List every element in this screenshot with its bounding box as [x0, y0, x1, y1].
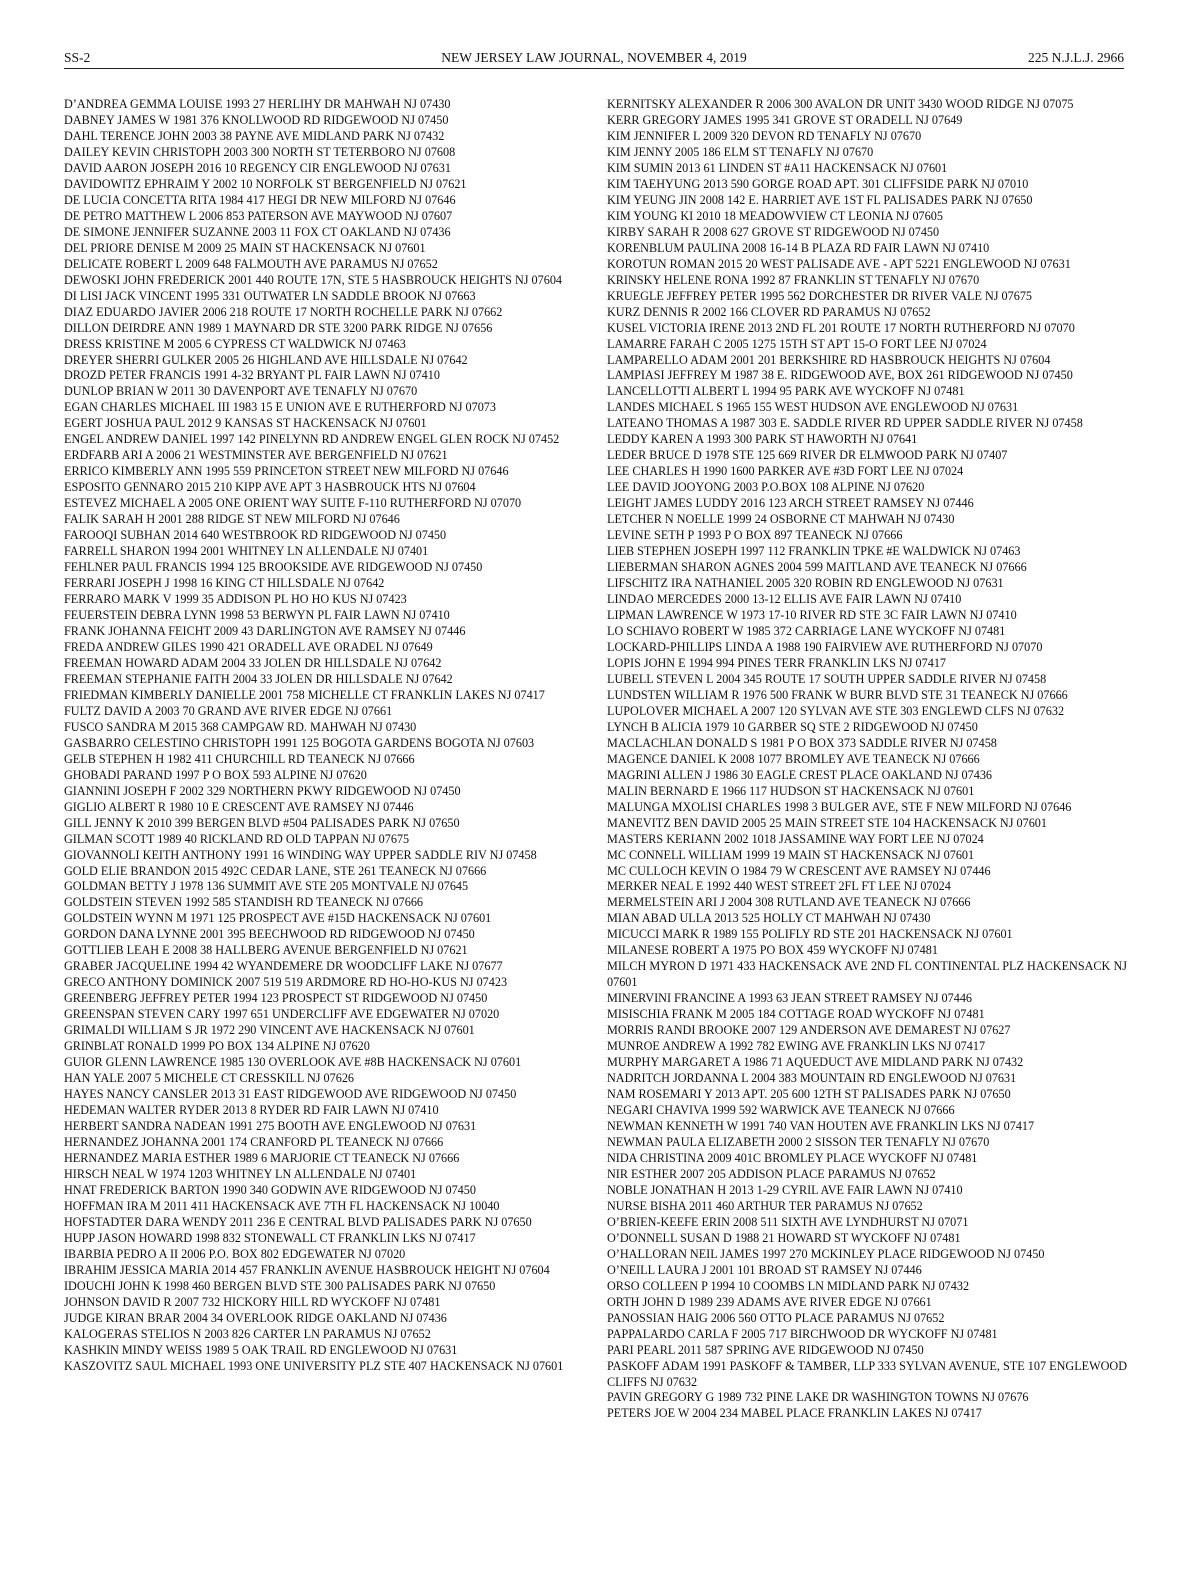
attorney-listing: GELB STEPHEN H 1982 411 CHURCHILL RD TEANECK NJ 07666 — [64, 751, 415, 766]
attorney-listing: KIM JENNY 2005 186 ELM ST TENAFLY NJ 07670 — [607, 144, 874, 159]
attorney-listing: HIRSCH NEAL W 1974 1203 WHITNEY LN ALLENDALE NJ 07401 — [64, 1166, 417, 1181]
attorney-listing: MANEVITZ BEN DAVID 2005 25 MAIN STREET STE 104 HACKENSACK NJ 07601 — [607, 815, 1047, 830]
attorney-listing: LATEANO THOMAS A 1987 303 E. SADDLE RIVER RD UPPER SADDLE RIVER NJ 07458 — [607, 416, 1083, 431]
attorney-listing: NOBLE JONATHAN H 2013 1-29 CYRIL AVE FAIR LAWN NJ 07410 — [607, 1182, 963, 1197]
attorney-listing: D’ANDREA GEMMA LOUISE 1993 27 HERLIHY DR MAHWAH NJ 07430 — [64, 97, 451, 111]
attorney-listing: FALIK SARAH H 2001 288 RIDGE ST NEW MILFORD NJ 07646 — [64, 512, 400, 527]
attorney-listing: GRINBLAT RONALD 1999 PO BOX 134 ALPINE NJ 07620 — [64, 1039, 370, 1054]
attorney-listing: MISISCHIA FRANK M 2005 184 COTTAGE ROAD WYCKOFF NJ 07481 — [607, 1007, 985, 1022]
attorney-listing: KASHKIN MINDY WEISS 1989 5 OAK TRAIL RD ENGLEWOOD NJ 07631 — [64, 1342, 458, 1357]
attorney-listing: DUNLOP BRIAN W 2011 30 DAVENPORT AVE TENAFLY NJ 07670 — [64, 384, 418, 399]
attorney-listing: GILL JENNY K 2010 399 BERGEN BLVD #504 PALISADES PARK NJ 07650 — [64, 815, 460, 830]
attorney-listing: LYNCH B ALICIA 1979 10 GARBER SQ STE 2 RIDGEWOOD NJ 07450 — [607, 719, 978, 734]
attorney-listing: MINERVINI FRANCINE A 1993 63 JEAN STREET RAMSEY NJ 07446 — [607, 991, 973, 1006]
attorney-listing: DE SIMONE JENNIFER SUZANNE 2003 11 FOX CT OAKLAND NJ 07436 — [64, 224, 451, 239]
attorney-listing: IDOUCHI JOHN K 1998 460 BERGEN BLVD STE 300 PALISADES PARK NJ 07650 — [64, 1278, 496, 1293]
attorney-listing: GRECO ANTHONY DOMINICK 2007 519 519 ARDMORE RD HO-HO-KUS NJ 07423 — [64, 975, 508, 990]
attorney-listing: LEE CHARLES H 1990 1600 PARKER AVE #3D FORT LEE NJ 07024 — [607, 464, 964, 479]
attorney-listing: GREENSPAN STEVEN CARY 1997 651 UNDERCLIFF AVE EDGEWATER NJ 07020 — [64, 1007, 500, 1022]
attorney-listing: DREYER SHERRI GULKER 2005 26 HIGHLAND AVE HILLSDALE NJ 07642 — [64, 352, 468, 367]
attorney-listing: MALUNGA MXOLISI CHARLES 1998 3 BULGER AVE, STE F NEW MILFORD NJ 07646 — [607, 799, 1072, 814]
attorney-listing: KRINSKY HELENE RONA 1992 87 FRANKLIN ST TENAFLY NJ 07670 — [607, 272, 980, 287]
attorney-listing: GUIOR GLENN LAWRENCE 1985 130 OVERLOOK AVE #8B HACKENSACK NJ 07601 — [64, 1055, 522, 1070]
attorney-listing: DE LUCIA CONCETTA RITA 1984 417 HEGI DR NEW MILFORD NJ 07646 — [64, 192, 456, 207]
attorney-listing: FARRELL SHARON 1994 2001 WHITNEY LN ALLENDALE NJ 07401 — [64, 544, 429, 559]
citation: 225 N.J.L.J. 2966 — [1027, 50, 1124, 65]
attorney-listing: LIEBERMAN SHARON AGNES 2004 599 MAITLAND AVE TEANECK NJ 07666 — [607, 560, 1027, 575]
attorney-listing: GRIMALDI WILLIAM S JR 1972 290 VINCENT AVE HACKENSACK NJ 07601 — [64, 1023, 475, 1038]
attorney-listing: LETCHER N NOELLE 1999 24 OSBORNE CT MAHWAH NJ 07430 — [607, 512, 955, 527]
attorney-listing: LOPIS JOHN E 1994 994 PINES TERR FRANKLIN LKS NJ 07417 — [607, 655, 947, 670]
attorney-listing: HEDEMAN WALTER RYDER 2013 8 RYDER RD FAIR LAWN NJ 07410 — [64, 1103, 439, 1118]
attorney-listing: DELICATE ROBERT L 2009 648 FALMOUTH AVE PARAMUS NJ 07652 — [64, 256, 438, 271]
attorney-listing: ORSO COLLEEN P 1994 10 COOMBS LN MIDLAND PARK NJ 07432 — [607, 1278, 970, 1293]
attorney-listing: ESPOSITO GENNARO 2015 210 KIPP AVE APT 3 HASBROUCK HTS NJ 07604 — [64, 480, 476, 495]
attorney-listing: PAPPALARDO CARLA F 2005 717 BIRCHWOOD DR WYCKOFF NJ 07481 — [607, 1326, 998, 1341]
attorney-listing: HERBERT SANDRA NADEAN 1991 275 BOOTH AVE ENGLEWOOD NJ 07631 — [64, 1119, 477, 1133]
attorney-listing: GOTTLIEB LEAH E 2008 38 HALLBERG AVENUE BERGENFIELD NJ 07621 — [64, 943, 468, 958]
attorney-listing: KRUEGLE JEFFREY PETER 1995 562 DORCHESTER DR RIVER VALE NJ 07675 — [607, 288, 1033, 303]
attorney-listing: JOHNSON DAVID R 2007 732 HICKORY HILL RD WYCKOFF NJ 07481 — [64, 1294, 441, 1309]
attorney-listing: FULTZ DAVID A 2003 70 GRAND AVE RIVER EDGE NJ 07661 — [64, 703, 393, 718]
attorney-listing: MALIN BERNARD E 1966 117 HUDSON ST HACKENSACK NJ 07601 — [607, 783, 975, 798]
attorney-listing: ENGEL ANDREW DANIEL 1997 142 PINELYNN RD ANDREW ENGEL GLEN ROCK NJ 07452 — [64, 432, 560, 447]
attorney-listing: PANOSSIAN HAIG 2006 560 OTTO PLACE PARAMUS NJ 07652 — [607, 1310, 945, 1325]
attorney-listing: LEDER BRUCE D 1978 STE 125 669 RIVER DR ELMWOOD PARK NJ 07407 — [607, 448, 1008, 463]
attorney-listing: FREEMAN STEPHANIE FAITH 2004 33 JOLEN DR HILLSDALE NJ 07642 — [64, 671, 453, 686]
attorney-listing: GOLDMAN BETTY J 1978 136 SUMMIT AVE STE 205 MONTVALE NJ 07645 — [64, 879, 469, 894]
attorney-listing: DROZD PETER FRANCIS 1991 4-32 BRYANT PL FAIR LAWN NJ 07410 — [64, 368, 440, 383]
attorney-listing: MAGRINI ALLEN J 1986 30 EAGLE CREST PLACE OAKLAND NJ 07436 — [607, 767, 993, 782]
attorney-listing: FERRARI JOSEPH J 1998 16 KING CT HILLSDALE NJ 07642 — [64, 576, 385, 591]
attorney-listing: KERNITSKY ALEXANDER R 2006 300 AVALON DR UNIT 3430 WOOD RIDGE NJ 07075 — [607, 97, 1074, 111]
attorney-listing: KIRBY SARAH R 2008 627 GROVE ST RIDGEWOOD NJ 07450 — [607, 224, 940, 239]
attorney-listing: O’BRIEN-KEEFE ERIN 2008 511 SIXTH AVE LYNDHURST NJ 07071 — [607, 1214, 969, 1229]
attorney-listing: MC CONNELL WILLIAM 1999 19 MAIN ST HACKENSACK NJ 07601 — [607, 847, 975, 862]
attorney-listing: IBRAHIM JESSICA MARIA 2014 457 FRANKLIN AVENUE HASBROUCK HEIGHT NJ 07604 — [64, 1262, 550, 1277]
attorney-listing: KERR GREGORY JAMES 1995 341 GROVE ST ORADELL NJ 07649 — [607, 112, 963, 127]
attorney-listing: EGAN CHARLES MICHAEL III 1983 15 E UNION AVE E RUTHERFORD NJ 07073 — [64, 400, 496, 415]
right-column — [607, 97, 1127, 1422]
attorney-listing: GHOBADI PARAND 1997 P O BOX 593 ALPINE NJ 07620 — [64, 767, 367, 782]
attorney-listing: KASZOVITZ SAUL MICHAEL 1993 ONE UNIVERSITY PLZ STE 407 HACKENSACK NJ 07601 — [64, 1358, 564, 1373]
attorney-listing: IBARBIA PEDRO A II 2006 P.O. BOX 802 EDGEWATER NJ 07020 — [64, 1246, 406, 1261]
attorney-listing: PARI PEARL 2011 587 SPRING AVE RIDGEWOOD NJ 07450 — [607, 1342, 924, 1357]
publication-title: NEW JERSEY LAW JOURNAL, NOVEMBER 4, 2019 — [441, 50, 747, 65]
attorney-listing: MC CULLOCH KEVIN O 1984 79 W CRESCENT AVE RAMSEY NJ 07446 — [607, 863, 991, 878]
attorney-listing: PASKOFF ADAM 1991 PASKOFF & TAMBER, LLP 333 SYLVAN AVENUE, STE 107 ENGLEWOOD CLIFFS NJ 07632 — [607, 1358, 1127, 1389]
attorney-listing: MURPHY MARGARET A 1986 71 AQUEDUCT AVE MIDLAND PARK NJ 07432 — [607, 1055, 1024, 1070]
attorney-listing: KIM JENNIFER L 2009 320 DEVON RD TENAFLY NJ 07670 — [607, 128, 922, 143]
attorney-listing: LAMPIASI JEFFREY M 1987 38 E. RIDGEWOOD AVE, BOX 261 RIDGEWOOD NJ 07450 — [607, 368, 1073, 383]
attorney-listing: ESTEVEZ MICHAEL A 2005 ONE ORIENT WAY SUITE F-110 RUTHERFORD NJ 07070 — [64, 496, 522, 511]
attorney-listing: NIDA CHRISTINA 2009 401C BROMLEY PLACE WYCKOFF NJ 07481 — [607, 1150, 978, 1165]
attorney-listing: KIM YEUNG JIN 2008 142 E. HARRIET AVE 1ST FL PALISADES PARK NJ 07650 — [607, 192, 1033, 207]
attorney-listing: ERDFARB ARI A 2006 21 WESTMINSTER AVE BERGENFIELD NJ 07621 — [64, 448, 448, 463]
attorney-listing: MORRIS RANDI BROOKE 2007 129 ANDERSON AVE DEMAREST NJ 07627 — [607, 1023, 1011, 1038]
attorney-listing: FREEMAN HOWARD ADAM 2004 33 JOLEN DR HILLSDALE NJ 07642 — [64, 655, 442, 670]
attorney-listing: LUPOLOVER MICHAEL A 2007 120 SYLVAN AVE STE 303 ENGLEWD CLFS NJ 07632 — [607, 703, 1065, 718]
attorney-listing: FEUERSTEIN DEBRA LYNN 1998 53 BERWYN PL FAIR LAWN NJ 07410 — [64, 608, 450, 622]
attorney-listing: NAM ROSEMARI Y 2013 APT. 205 600 12TH ST PALISADES PARK NJ 07650 — [607, 1087, 1011, 1102]
attorney-listing: DRESS KRISTINE M 2005 6 CYPRESS CT WALDWICK NJ 07463 — [64, 336, 406, 351]
attorney-listing: LINDAO MERCEDES 2000 13-12 ELLIS AVE FAIR LAWN NJ 07410 — [607, 592, 962, 607]
attorney-listing: ORTH JOHN D 1989 239 ADAMS AVE RIVER EDGE NJ 07661 — [607, 1294, 932, 1309]
attorney-listing: GOLDSTEIN WYNN M 1971 125 PROSPECT AVE #15D HACKENSACK NJ 07601 — [64, 911, 492, 926]
attorney-listing: LEVINE SETH P 1993 P O BOX 897 TEANECK NJ 07666 — [607, 528, 903, 543]
attorney-listing: GIANNINI JOSEPH F 2002 329 NORTHERN PKWY RIDGEWOOD NJ 07450 — [64, 783, 461, 798]
attorney-listing: GASBARRO CELESTINO CHRISTOPH 1991 125 BOGOTA GARDENS BOGOTA NJ 07603 — [64, 735, 535, 750]
attorney-listing: GIGLIO ALBERT R 1980 10 E CRESCENT AVE RAMSEY NJ 07446 — [64, 799, 414, 814]
attorney-listing: KIM YOUNG KI 2010 18 MEADOWVIEW CT LEONIA NJ 07605 — [607, 208, 943, 223]
attorney-listing: MILCH MYRON D 1971 433 HACKENSACK AVE 2ND FL CONTINENTAL PLZ HACKENSACK NJ 07601 — [607, 959, 1127, 990]
attorney-listing: EGERT JOSHUA PAUL 2012 9 KANSAS ST HACKENSACK NJ 07601 — [64, 416, 427, 431]
attorney-listing: LUNDSTEN WILLIAM R 1976 500 FRANK W BURR BLVD STE 31 TEANECK NJ 07666 — [607, 687, 1068, 702]
attorney-listing: LEE DAVID JOOYONG 2003 P.O.BOX 108 ALPINE NJ 07620 — [607, 480, 925, 495]
attorney-listing: KOROTUN ROMAN 2015 20 WEST PALISADE AVE - APT 5221 ENGLEWOOD NJ 07631 — [607, 256, 1071, 271]
left-column — [64, 97, 584, 1375]
attorney-listing: NEGARI CHAVIVA 1999 592 WARWICK AVE TEANECK NJ 07666 — [607, 1103, 955, 1118]
attorney-listing: LANCELLOTTI ALBERT L 1994 95 PARK AVE WYCKOFF NJ 07481 — [607, 384, 965, 399]
attorney-listing: LUBELL STEVEN L 2004 345 ROUTE 17 SOUTH UPPER SADDLE RIVER NJ 07458 — [607, 671, 1047, 686]
attorney-listing: FEHLNER PAUL FRANCIS 1994 125 BROOKSIDE AVE RIDGEWOOD NJ 07450 — [64, 560, 483, 575]
attorney-listing: FUSCO SANDRA M 2015 368 CAMPGAW RD. MAHWAH NJ 07430 — [64, 719, 417, 734]
attorney-listing: NEWMAN KENNETH W 1991 740 VAN HOUTEN AVE FRANKLIN LKS NJ 07417 — [607, 1119, 1035, 1133]
attorney-listing: ERRICO KIMBERLY ANN 1995 559 PRINCETON STREET NEW MILFORD NJ 07646 — [64, 464, 509, 479]
attorney-listing: KUSEL VICTORIA IRENE 2013 2ND FL 201 ROUTE 17 NORTH RUTHERFORD NJ 07070 — [607, 320, 1075, 335]
attorney-listing: DILLON DEIRDRE ANN 1989 1 MAYNARD DR STE 3200 PARK RIDGE NJ 07656 — [64, 320, 493, 335]
attorney-listing: NIR ESTHER 2007 205 ADDISON PLACE PARAMUS NJ 07652 — [607, 1166, 936, 1181]
attorney-listing: DI LISI JACK VINCENT 1995 331 OUTWATER LN SADDLE BROOK NJ 07663 — [64, 288, 476, 303]
attorney-listing: LIEB STEPHEN JOSEPH 1997 112 FRANKLIN TPKE #E WALDWICK NJ 07463 — [607, 544, 1021, 559]
attorney-listing: DAVIDOWITZ EPHRAIM Y 2002 10 NORFOLK ST BERGENFIELD NJ 07621 — [64, 176, 467, 191]
attorney-listing: DEWOSKI JOHN FREDERICK 2001 440 ROUTE 17N, STE 5 HASBROUCK HEIGHTS NJ 07604 — [64, 272, 563, 287]
attorney-listing: GIOVANNOLI KEITH ANTHONY 1991 16 WINDING WAY UPPER SADDLE RIV NJ 07458 — [64, 847, 537, 862]
attorney-listing: HOFSTADTER DARA WENDY 2011 236 E CENTRAL BLVD PALISADES PARK NJ 07650 — [64, 1214, 532, 1229]
attorney-listing: DAVID AARON JOSEPH 2016 10 REGENCY CIR ENGLEWOOD NJ 07631 — [64, 160, 451, 175]
attorney-listing: HAYES NANCY CANSLER 2013 31 EAST RIDGEWOOD AVE RIDGEWOOD NJ 07450 — [64, 1087, 517, 1102]
page-number: SS-2 — [64, 50, 91, 65]
attorney-listing: HUPP JASON HOWARD 1998 832 STONEWALL CT FRANKLIN LKS NJ 07417 — [64, 1230, 476, 1245]
attorney-listing: DABNEY JAMES W 1981 376 KNOLLWOOD RD RIDGEWOOD NJ 07450 — [64, 112, 449, 127]
attorney-listing: GOLD ELIE BRANDON 2015 492C CEDAR LANE, STE 261 TEANECK NJ 07666 — [64, 863, 487, 878]
attorney-listing: MICUCCI MARK R 1989 155 POLIFLY RD STE 201 HACKENSACK NJ 07601 — [607, 927, 1013, 942]
attorney-listing: JUDGE KIRAN BRAR 2004 34 OVERLOOK RIDGE OAKLAND NJ 07436 — [64, 1310, 447, 1325]
attorney-listing: PAVIN GREGORY G 1989 732 PINE LAKE DR WASHINGTON TOWNS NJ 07676 — [607, 1390, 1029, 1405]
attorney-listing: KORENBLUM PAULINA 2008 16-14 B PLAZA RD FAIR LAWN NJ 07410 — [607, 240, 990, 255]
attorney-listing: MAGENCE DANIEL K 2008 1077 BROMLEY AVE TEANECK NJ 07666 — [607, 751, 980, 766]
attorney-listing: HERNANDEZ MARIA ESTHER 1989 6 MARJORIE CT TEANECK NJ 07666 — [64, 1150, 460, 1165]
attorney-listing: DIAZ EDUARDO JAVIER 2006 218 ROUTE 17 NORTH ROCHELLE PARK NJ 07662 — [64, 304, 503, 319]
attorney-listing: O’HALLORAN NEIL JAMES 1997 270 MCKINLEY PLACE RIDGEWOOD NJ 07450 — [607, 1246, 1045, 1261]
attorney-listing: DAHL TERENCE JOHN 2003 38 PAYNE AVE MIDLAND PARK NJ 07432 — [64, 128, 445, 143]
attorney-listing: MILANESE ROBERT A 1975 PO BOX 459 WYCKOFF NJ 07481 — [607, 943, 938, 958]
attorney-listing: MERMELSTEIN ARI J 2004 308 RUTLAND AVE TEANECK NJ 07666 — [607, 895, 971, 910]
attorney-listing: DEL PRIORE DENISE M 2009 25 MAIN ST HACKENSACK NJ 07601 — [64, 240, 426, 255]
attorney-listing: KURZ DENNIS R 2002 166 CLOVER RD PARAMUS NJ 07652 — [607, 304, 931, 319]
attorney-listing: FRANK JOHANNA FEICHT 2009 43 DARLINGTON AVE RAMSEY NJ 07446 — [64, 623, 466, 638]
attorney-listing: GREENBERG JEFFREY PETER 1994 123 PROSPECT ST RIDGEWOOD NJ 07450 — [64, 991, 488, 1006]
attorney-listing: FREDA ANDREW GILES 1990 421 ORADELL AVE ORADEL NJ 07649 — [64, 639, 433, 654]
attorney-listing: LAMARRE FARAH C 2005 1275 15TH ST APT 15-O FORT LEE NJ 07024 — [607, 336, 987, 351]
attorney-listing: MASTERS KERIANN 2002 1018 JASSAMINE WAY FORT LEE NJ 07024 — [607, 831, 984, 846]
attorney-listing: NADRITCH JORDANNA L 2004 383 MOUNTAIN RD ENGLEWOOD NJ 07631 — [607, 1071, 1017, 1086]
attorney-listing: LAMPARELLO ADAM 2001 201 BERKSHIRE RD HASBROUCK HEIGHTS NJ 07604 — [607, 352, 1051, 367]
attorney-listing: DE PETRO MATTHEW L 2006 853 PATERSON AVE MAYWOOD NJ 07607 — [64, 208, 453, 223]
attorney-listing: O’NEILL LAURA J 2001 101 BROAD ST RAMSEY NJ 07446 — [607, 1262, 922, 1277]
attorney-listing: FAROOQI SUBHAN 2014 640 WESTBROOK RD RIDGEWOOD NJ 07450 — [64, 528, 447, 543]
attorney-listing: MUNROE ANDREW A 1992 782 EWING AVE FRANKLIN LKS NJ 07417 — [607, 1039, 986, 1054]
attorney-listing: LANDES MICHAEL S 1965 155 WEST HUDSON AVE ENGLEWOOD NJ 07631 — [607, 400, 1019, 415]
attorney-listing: MERKER NEAL E 1992 440 WEST STREET 2FL FT LEE NJ 07024 — [607, 879, 951, 894]
attorney-listing: DAILEY KEVIN CHRISTOPH 2003 300 NORTH ST TETERBORO NJ 07608 — [64, 144, 456, 159]
attorney-listing: MACLACHLAN DONALD S 1981 P O BOX 373 SADDLE RIVER NJ 07458 — [607, 735, 997, 750]
attorney-listing: GOLDSTEIN STEVEN 1992 585 STANDISH RD TEANECK NJ 07666 — [64, 895, 424, 910]
attorney-listing: PETERS JOE W 2004 234 MABEL PLACE FRANKLIN LAKES NJ 07417 — [607, 1406, 982, 1421]
attorney-listing: LEDDY KAREN A 1993 300 PARK ST HAWORTH NJ 07641 — [607, 432, 918, 447]
attorney-listing: LO SCHIAVO ROBERT W 1985 372 CARRIAGE LANE WYCKOFF NJ 07481 — [607, 623, 1006, 638]
attorney-listing: HNAT FREDERICK BARTON 1990 340 GODWIN AVE RIDGEWOOD NJ 07450 — [64, 1182, 476, 1197]
attorney-listing: GRABER JACQUELINE 1994 42 WYANDEMERE DR WOODCLIFF LAKE NJ 07677 — [64, 959, 503, 974]
attorney-listing: KIM TAEHYUNG 2013 590 GORGE ROAD APT. 301 CLIFFSIDE PARK NJ 07010 — [607, 176, 1029, 191]
attorney-listing: KALOGERAS STELIOS N 2003 826 CARTER LN PARAMUS NJ 07652 — [64, 1326, 431, 1341]
attorney-listing: FERRARO MARK V 1999 35 ADDISON PL HO HO KUS NJ 07423 — [64, 592, 407, 607]
attorney-listing: LIFSCHITZ IRA NATHANIEL 2005 320 ROBIN RD ENGLEWOOD NJ 07631 — [607, 576, 1004, 591]
attorney-listing: LEIGHT JAMES LUDDY 2016 123 ARCH STREET RAMSEY NJ 07446 — [607, 496, 974, 511]
attorney-listing: HAN YALE 2007 5 MICHELE CT CRESSKILL NJ 07626 — [64, 1071, 355, 1086]
attorney-listing: NURSE BISHA 2011 460 ARTHUR TER PARAMUS NJ 07652 — [607, 1198, 923, 1213]
attorney-listing: NEWMAN PAULA ELIZABETH 2000 2 SISSON TER TENAFLY NJ 07670 — [607, 1134, 990, 1149]
attorney-listing: KIM SUMIN 2013 61 LINDEN ST #A11 HACKENSACK NJ 07601 — [607, 160, 948, 175]
attorney-listing: O’DONNELL SUSAN D 1988 21 HOWARD ST WYCKOFF NJ 07481 — [607, 1230, 961, 1245]
attorney-listing: LOCKARD-PHILLIPS LINDA A 1988 190 FAIRVIEW AVE RUTHERFORD NJ 07070 — [607, 639, 1043, 654]
attorney-listing: LIPMAN LAWRENCE W 1973 17-10 RIVER RD STE 3C FAIR LAWN NJ 07410 — [607, 608, 1017, 622]
attorney-listing: MIAN ABAD ULLA 2013 525 HOLLY CT MAHWAH NJ 07430 — [607, 911, 931, 926]
attorney-listing: GORDON DANA LYNNE 2001 395 BEECHWOOD RD RIDGEWOOD NJ 07450 — [64, 927, 475, 942]
page-header — [64, 50, 1124, 69]
attorney-listing: GILMAN SCOTT 1989 40 RICKLAND RD OLD TAPPAN NJ 07675 — [64, 831, 410, 846]
attorney-listing: HERNANDEZ JOHANNA 2001 174 CRANFORD PL TEANECK NJ 07666 — [64, 1134, 444, 1149]
attorney-listing: HOFFMAN IRA M 2011 411 HACKENSACK AVE 7TH FL HACKENSACK NJ 10040 — [64, 1198, 500, 1213]
attorney-listing: FRIEDMAN KIMBERLY DANIELLE 2001 758 MICHELLE CT FRANKLIN LAKES NJ 07417 — [64, 687, 545, 702]
